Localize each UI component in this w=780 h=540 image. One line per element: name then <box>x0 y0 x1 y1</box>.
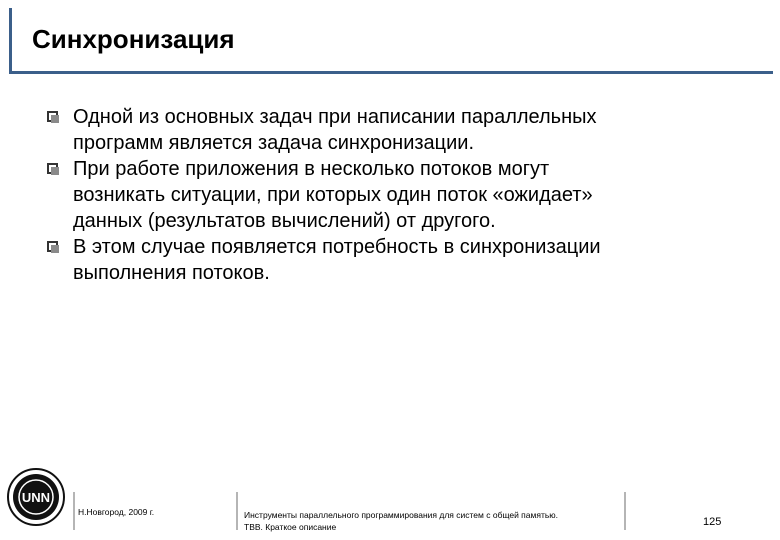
bullet-list <box>47 104 747 286</box>
bullet-line: При работе приложения в несколько потоков могут <box>73 158 550 180</box>
footer-divider <box>236 492 238 530</box>
bullet-line: программ является задача синхронизации. <box>73 132 475 154</box>
footer-course-line: Инструменты параллельного программирования для систем с общей памятью. <box>244 510 559 520</box>
slide-title: Синхронизация <box>32 24 235 54</box>
title-bar <box>9 8 773 74</box>
bullet-line: Одной из основных задач при написании параллельных <box>73 106 597 128</box>
unn-logo <box>6 467 66 527</box>
checkbox-bullet-icon <box>47 111 58 122</box>
checkbox-bullet-icon <box>47 241 58 252</box>
checkbox-bullet-icon <box>47 163 58 174</box>
bullet-line: возникать ситуации, при которых один поток «ожидает» <box>73 184 593 206</box>
bullet-item <box>47 234 747 286</box>
footer-course-title <box>244 509 558 533</box>
bullet-item <box>47 156 747 234</box>
bullet-item <box>47 104 747 156</box>
footer-divider <box>624 492 626 530</box>
page-number: 125 <box>703 516 722 528</box>
footer-divider <box>73 492 75 530</box>
logo-text: UNN <box>21 490 51 505</box>
bullet-line: данных (результатов вычислений) от другого. <box>73 210 496 232</box>
bullet-line: В этом случае появляется потребность в синхронизации <box>73 236 601 258</box>
footer-location-date: Н.Новгород, 2009 г. <box>78 507 155 517</box>
footer-course-line: TBB. Краткое описание <box>244 522 337 532</box>
bullet-line: выполнения потоков. <box>73 262 270 284</box>
